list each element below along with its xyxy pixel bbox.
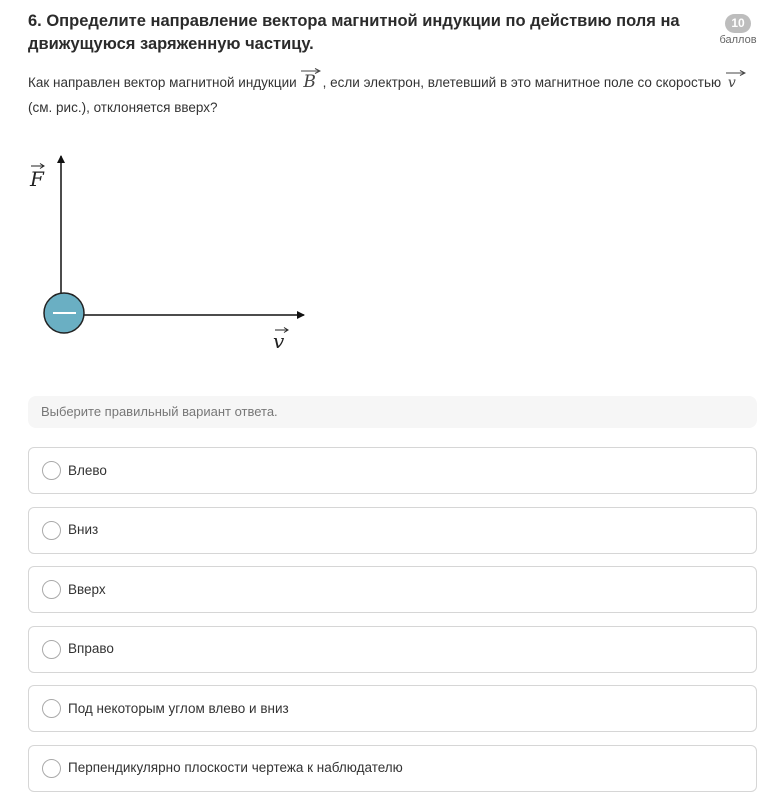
answer-option[interactable]: [28, 447, 757, 494]
score-badge: 10: [725, 14, 751, 33]
score: [712, 14, 764, 46]
radio-button[interactable]: [42, 759, 61, 778]
vector-b: [300, 74, 319, 91]
score-label: баллов: [719, 34, 757, 46]
velocity-label: v: [273, 329, 285, 353]
vector-v: [725, 76, 739, 90]
question-text-part2: , если электрон, влетевший в это магнитное поле со скоростью: [318, 75, 725, 90]
vector-v-symbol: v: [727, 75, 736, 91]
option-label: Перпендикулярно плоскости чертежа к наблюдателю: [68, 760, 403, 776]
radio-button[interactable]: [42, 640, 61, 659]
radio-button[interactable]: [42, 580, 61, 599]
answer-option[interactable]: [28, 745, 757, 792]
answer-option[interactable]: [28, 566, 757, 613]
question-header: [0, 0, 779, 56]
answer-option[interactable]: [28, 507, 757, 554]
option-label: Под некоторым углом влево и вниз: [68, 700, 289, 716]
radio-button[interactable]: [42, 461, 61, 480]
answer-option[interactable]: [28, 685, 757, 732]
radio-button[interactable]: [42, 521, 61, 540]
figure: [20, 142, 320, 362]
question-title: 6. Определите направление вектора магнитной индукции по действию поля на движущуюся заряженную частицу.: [28, 12, 680, 53]
question-text-part1: Как направлен вектор магнитной индукции: [28, 75, 301, 90]
answer-hint: Выберите правильный вариант ответа.: [28, 396, 757, 428]
vector-b-symbol: B: [303, 72, 316, 92]
option-label: Вверх: [68, 581, 106, 597]
option-label: Влево: [68, 462, 107, 478]
radio-button[interactable]: [42, 699, 61, 718]
vector-arrow-icon: [726, 70, 746, 76]
option-label: Вправо: [68, 641, 114, 657]
force-label: F: [30, 167, 44, 191]
question-text-part3: (см. рис.), отклоняется вверх?: [28, 100, 218, 115]
answer-option[interactable]: [28, 626, 757, 673]
question-text: [28, 70, 757, 120]
option-label: Вниз: [68, 522, 99, 538]
figure-diagram: [20, 142, 320, 362]
vector-arrow-icon: [301, 68, 321, 74]
answer-options: [28, 447, 757, 792]
